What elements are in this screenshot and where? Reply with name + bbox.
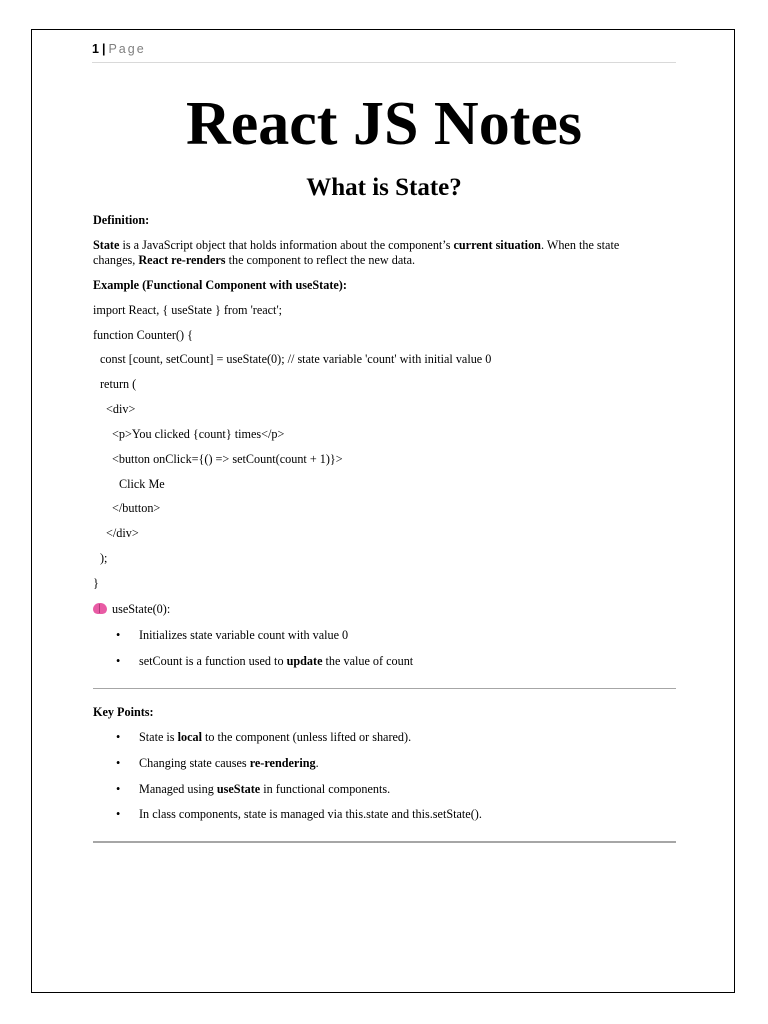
key-point-2 [139,756,319,771]
code-line: <div> [106,402,136,416]
bullet-text: . [315,756,319,770]
code-line: </div> [106,526,139,540]
usestate-bullet-2 [139,654,413,669]
code-line: const [count, setCount] = useState(0); // state variable 'count' with initial value 0 [100,352,492,366]
bullet-text: in functional components. [260,782,391,796]
bullet-emphasis: update [286,654,323,668]
example-heading: Example (Functional Component with useState): [93,278,347,292]
key-point-4: In class components, state is managed via this.state and this.setState(). [139,807,482,821]
usestate-label: useState(0): [112,602,171,616]
definition-line-1 [93,238,683,253]
code-line: function Counter() { [93,328,193,342]
section-title: What is State? [306,174,462,201]
definition-emphasis: React re-renders [138,253,226,267]
bullet-emphasis: re-rendering [249,756,316,770]
bullet-icon: • [116,782,121,796]
bullet-text: the value of count [322,654,414,668]
page-word: Page [108,42,146,56]
bullet-icon: • [116,756,121,770]
code-line: import React, { useState } from 'react'; [93,303,283,317]
definition-heading: Definition: [93,213,150,227]
section-divider [93,688,676,689]
key-points-heading: Key Points: [93,705,154,719]
key-point-1 [139,730,411,745]
definition-text: the component to reflect the new data. [225,253,416,267]
bullet-text: Changing state causes [139,756,250,770]
code-line: return ( [100,377,137,391]
definition-text: . When the state [540,238,620,252]
code-line: } [93,576,99,590]
bullet-icon: • [116,654,121,668]
document-title: React JS Notes [185,90,582,158]
bullet-icon: • [116,730,121,744]
usestate-label-line [93,602,683,617]
code-line: ); [100,551,108,565]
key-point-3 [139,782,390,797]
bullet-text: State is [139,730,178,744]
definition-emphasis: current situation [453,238,541,252]
definition-line-2 [93,253,683,268]
code-line: <button onClick={() => setCount(count + 1)}> [112,452,343,466]
bullet-icon: • [116,807,121,821]
definition-text: changes, [93,253,139,267]
definition-term: State [93,238,120,252]
code-line: </button> [112,501,161,515]
code-line: Click Me [119,477,165,491]
page-number: 1 [92,42,99,56]
section-divider [93,841,676,843]
bullet-text: to the component (unless lifted or shared). [201,730,412,744]
bullet-icon: • [116,628,121,642]
brain-icon [93,603,107,614]
header-separator: | [101,42,106,56]
definition-text: is a JavaScript object that holds information about the component’s [119,238,454,252]
bullet-text: Managed using [139,782,217,796]
page-header [92,42,676,63]
usestate-bullet-1: Initializes state variable count with value 0 [139,628,349,642]
bullet-emphasis: useState [216,782,261,796]
code-line: <p>You clicked {count} times</p> [112,427,285,441]
document-page [31,29,735,993]
bullet-emphasis: local [177,730,202,744]
bullet-text: setCount is a function used to [139,654,287,668]
